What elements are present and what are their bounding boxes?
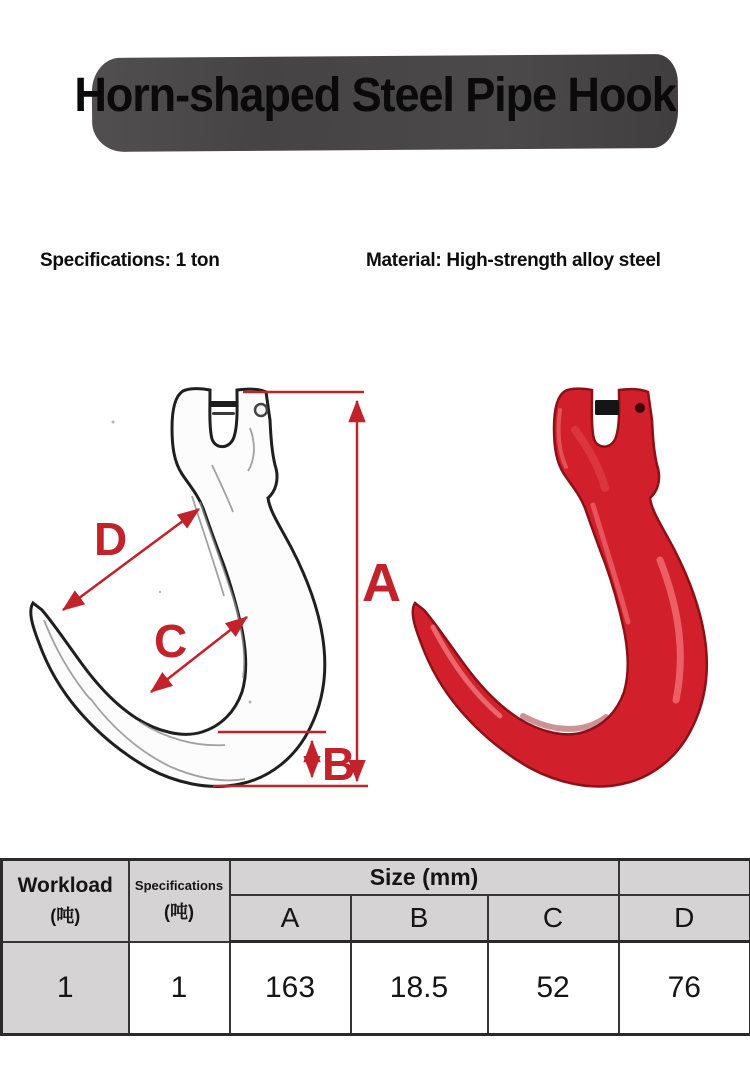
dimension-arrow-D xyxy=(63,509,199,610)
cell-size-D: 76 xyxy=(619,942,750,1035)
red-pin-hole xyxy=(635,403,645,413)
header-size-mm: Size (mm) xyxy=(230,860,619,896)
specifications-title: Specifications xyxy=(134,877,224,893)
cell-size-B: 18.5 xyxy=(351,942,488,1035)
dimension-label-B: B xyxy=(322,738,356,790)
product-hook-photo xyxy=(413,389,707,787)
hook-dimension-diagram xyxy=(0,370,750,810)
dimension-label-A: A xyxy=(362,553,401,613)
specifications-unit: (吨) xyxy=(164,902,194,922)
header-col-B: B xyxy=(351,895,488,942)
header-empty xyxy=(619,860,750,896)
dimension-label-D: D xyxy=(94,513,128,565)
dimension-sketch-hook xyxy=(31,389,325,787)
material-text: Material: High-strength alloy steel xyxy=(366,250,661,271)
sketch-pin-hole xyxy=(255,404,267,416)
red-clevis-pin xyxy=(595,400,619,415)
dimension-label-C: C xyxy=(154,615,188,667)
specifications-text: Specifications: 1 ton xyxy=(40,250,220,271)
cell-workload-value: 1 xyxy=(2,942,129,1035)
header-workload xyxy=(2,860,129,942)
workload-unit: (吨) xyxy=(50,906,81,927)
table-row xyxy=(2,942,750,1035)
page-title: Horn-shaped Steel Pipe Hook xyxy=(74,69,676,122)
cell-specifications-value: 1 xyxy=(129,942,230,1035)
cell-size-C: 52 xyxy=(488,942,619,1035)
cell-size-A: 163 xyxy=(230,942,351,1035)
workload-title: Workload xyxy=(17,874,113,898)
spec-table xyxy=(0,858,750,1036)
header-col-D: D xyxy=(619,895,750,942)
header-specifications xyxy=(129,860,230,942)
sketch-clevis-pin xyxy=(209,401,238,407)
header-col-A: A xyxy=(230,895,351,942)
header-col-C: C xyxy=(488,895,619,942)
